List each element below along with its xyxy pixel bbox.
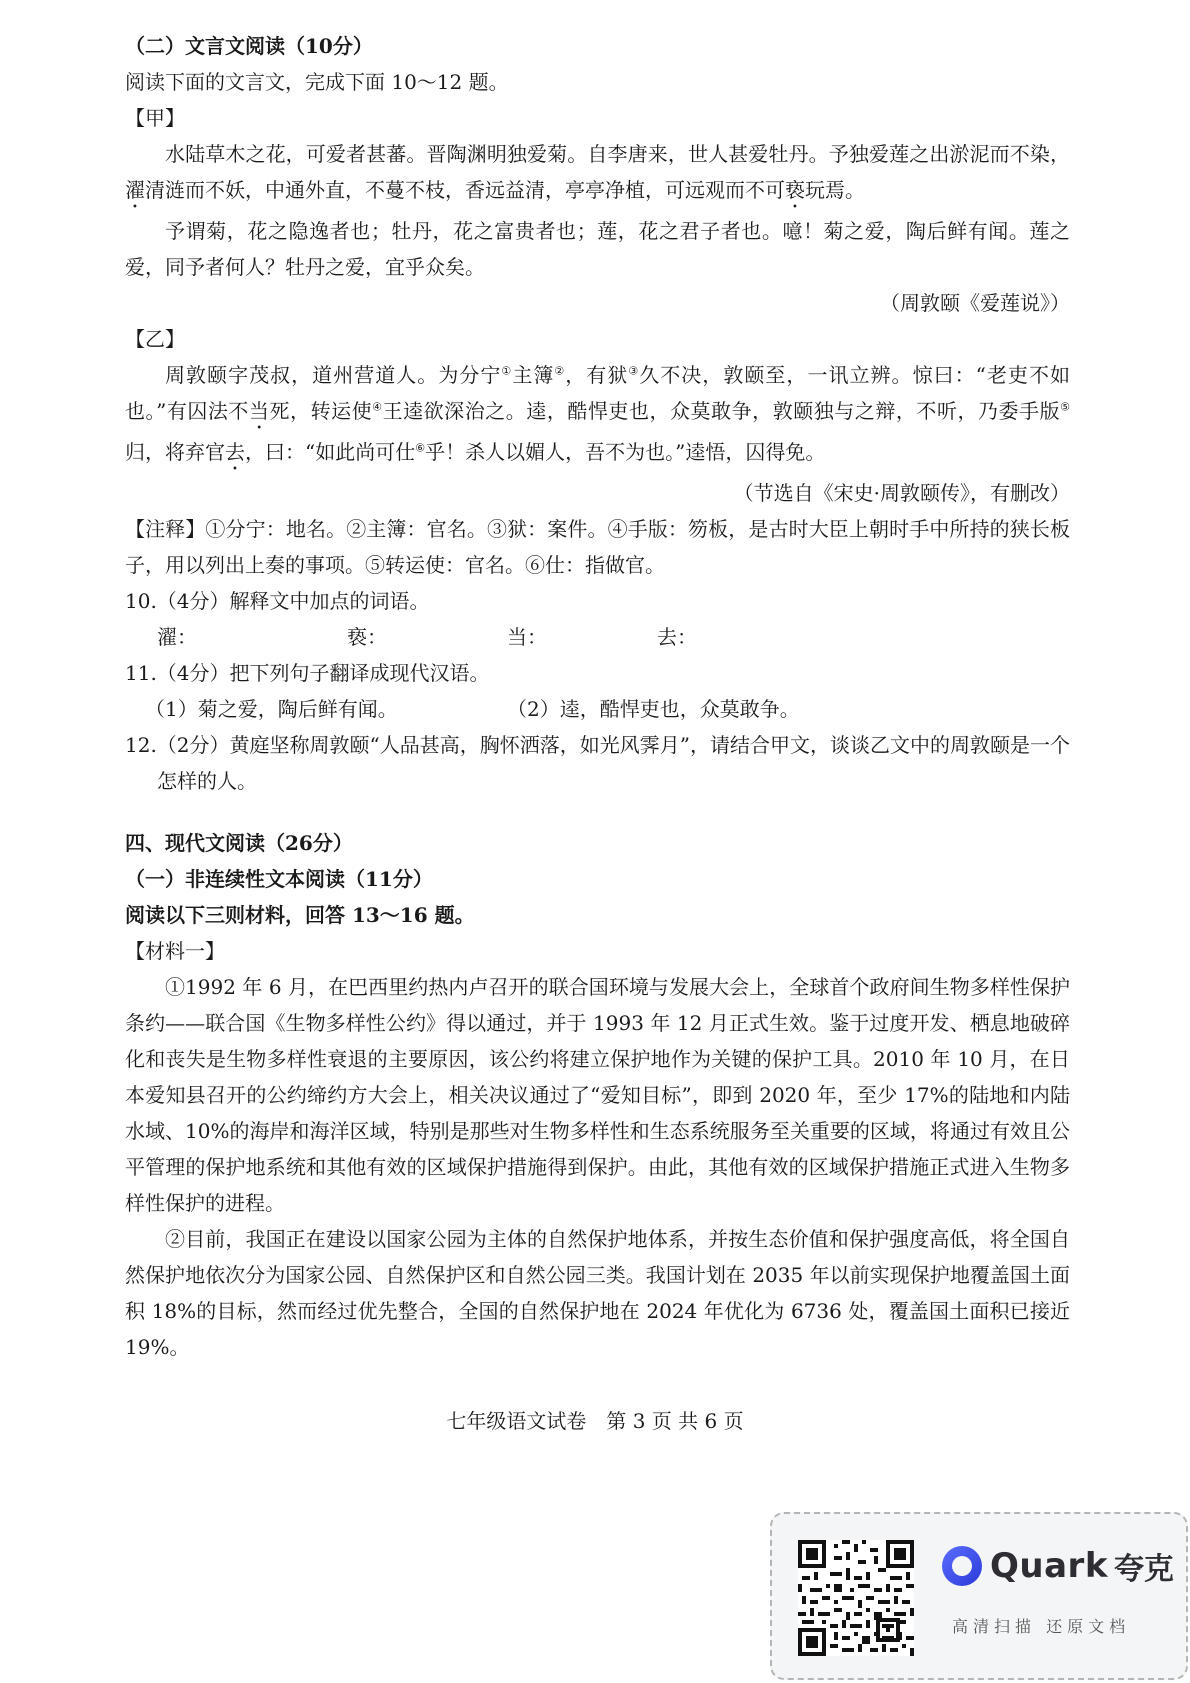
label-yi: 【乙】 <box>125 327 185 351</box>
note-marker: ⑤ <box>1060 400 1071 414</box>
annotations: 【注释】①分宁：地名。②主簿：官名。③狱：案件。④手版：笏板，是古时大臣上朝时手中所持的狭长板子，用以列出上奏的事项。⑤转运使：官名。⑥仕：指做官。 <box>125 517 1070 577</box>
yi-paragraph: 周敦颐字茂叔，道州营道人。为分宁①主簿②，有狱③久不决，敦颐至，一讯立辨。惊曰：“老吏不如也。”有囚法不当死，转运使④王逵欲深治之。逵，酷悍吏也，众莫敢争，敦颐独与之辩，不听，乃委手版⑤归，将弃官去，曰：“如此尚可仕⑥乎！杀人以媚人，吾不为也。”逵悟，囚得免。 <box>125 363 1071 464</box>
yi-source: （节选自《宋史·周敦颐传》，有删改） <box>733 481 1070 505</box>
question-10: 10.（4分）解释文中加点的词语。 <box>125 589 430 613</box>
question-11: 11.（4分）把下列句子翻译成现代汉语。 <box>125 661 490 685</box>
sentence-item: （2）逵，酷悍吏也，众莫敢争。 <box>507 697 800 721</box>
sentence-item: （1）菊之爱，陶后鲜有闻。 <box>145 697 398 721</box>
question-10-blanks <box>125 619 1070 655</box>
jia-paragraph-2: 予谓菊，花之隐逸者也；牡丹，花之富贵者也；莲，花之君子者也。噫！菊之爱，陶后鲜有闻。莲之爱，同予者何人？牡丹之爱，宜乎众矣。 <box>125 219 1070 279</box>
note-marker: ② <box>554 364 566 378</box>
note-marker: ① <box>501 364 513 378</box>
jia-paragraph-1: 水陆草木之花，可爱者甚蕃。晋陶渊明独爱菊。自李唐来，世人甚爱牡丹。予独爱莲之出淤泥而不染，濯清涟而不妖，中通外直，不蔓不枝，香远益清，亭亭净植，可远观而不可亵玩焉。 <box>125 142 1070 202</box>
note-marker: ④ <box>372 400 383 414</box>
note-marker: ⑥ <box>415 441 426 455</box>
brand-tagline: 高清扫描 还原文档 <box>952 1617 1131 1636</box>
exam-page <box>125 28 1070 1365</box>
sub-heading-modern: （一）非连续性文本阅读（11分） <box>125 867 433 891</box>
instruction-classical: 阅读下面的文言文，完成下面 10～12 题。 <box>125 70 509 94</box>
dotted-word: 当 <box>248 399 270 423</box>
label-jia: 【甲】 <box>125 106 185 130</box>
page-footer: 七年级语文试卷 第 3 页 共 6 页 <box>446 1409 744 1433</box>
quark-watermark <box>770 1512 1188 1680</box>
qr-code-icon <box>798 1540 914 1656</box>
brand-name-cn: 夸克 <box>1113 1552 1174 1587</box>
section-heading-classical: （二）文言文阅读（10分） <box>125 34 373 58</box>
blank-item: 去： <box>657 625 697 649</box>
label-material-1: 【材料一】 <box>125 939 225 963</box>
quark-brand <box>942 1544 1174 1588</box>
jia-source: （周敦颐《爱莲说》） <box>880 291 1070 315</box>
material-paragraph-2: ②目前，我国正在建设以国家公园为主体的自然保护地体系，并按生态价值和保护强度高低，将全国自然保护地依次分为国家公园、自然保护区和自然公园三类。我国计划在 2035 年以前实现保护地覆盖国土面积 18%的目标，然而经过优先整合，全国的自然保护地在 2024 年优化为 6736 处，覆盖国土面积已接近 19%。 <box>125 1227 1070 1359</box>
dotted-word: 濯 <box>125 178 145 202</box>
quark-logo-icon <box>942 1546 982 1586</box>
instruction-modern: 阅读以下三则材料，回答 13～16 题。 <box>125 903 475 927</box>
brand-name: Quark <box>990 1546 1108 1586</box>
dotted-word: 去 <box>225 440 245 464</box>
blank-item: 濯： <box>157 625 197 649</box>
material-paragraph-1: ①1992 年 6 月，在巴西里约热内卢召开的联合国环境与发展大会上，全球首个政府间生物多样性保护条约——联合国《生物多样性公约》得以通过，并于 1993 年 12 月正式生效。鉴于过度开发、栖息地破碎化和丧失是生物多样性衰退的主要原因，该公约将建立保护地作为关键的保护工具。2010 年 10 月，在日本爱知县召开的公约缔约方大会上，相关决议通过了“爱知目标”，即到 2020 年，至少 17%的陆地和内陆水域、10%的海岸和海洋区域，特别是那些对生物多样性和生态系统服务至关重要的区域，将通过有效且公平管理的保护地系统和其他有效的区域保护措施得到保护。由此，其他有效的区域保护措施正式进入生物多样性保护的进程。 <box>125 975 1070 1215</box>
question-12: 12.（2分）黄庭坚称周敦颐“人品甚高，胸怀洒落，如光风霁月”，请结合甲文，谈谈乙文中的周敦颐是一个怎样的人。 <box>125 733 1070 793</box>
blank-item: 亵： <box>347 625 387 649</box>
section-heading-modern: 四、现代文阅读（26分） <box>125 831 353 855</box>
note-marker: ③ <box>628 364 640 378</box>
dotted-word: 亵 <box>785 178 805 202</box>
blank-item: 当： <box>507 625 547 649</box>
question-11-items <box>125 691 1070 727</box>
